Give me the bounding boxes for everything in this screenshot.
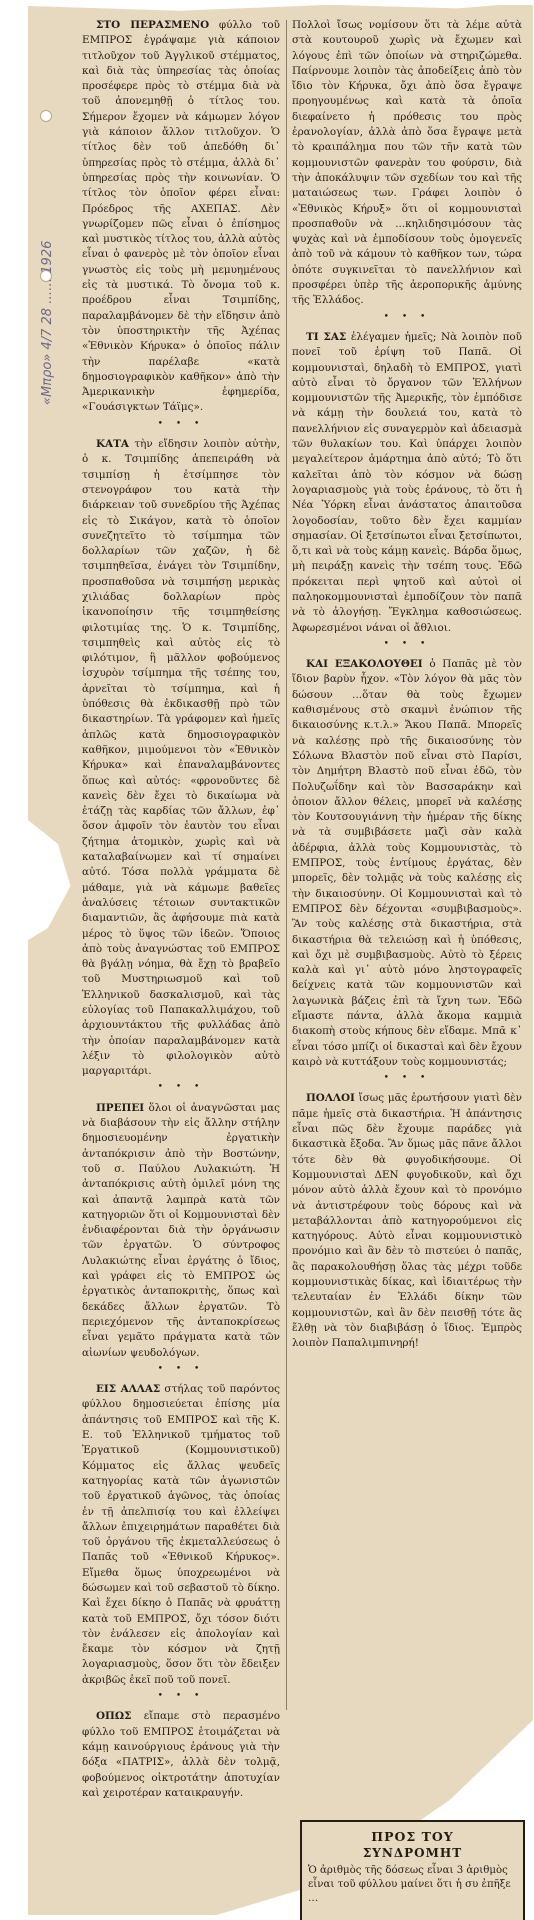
notice-title: ΠΡΟΣ ΤΟΥ (371, 1829, 454, 1844)
article-paragraph (82, 18, 280, 416)
paragraph-text: ἐλέγαμεν ἡμεῖς; Νὰ λοιπὸν ποῦ πονεῖ τοῦ ἐρίψη τοῦ Παπᾶ. Οἱ κομμουνισταὶ, δηλαδὴ τὸ ΕΜΠΡΟΣ, γιατὶ αὐτὸ εἶναι τὸ ὄργανον τῶν Ἑλλήνων κομμουνιστῶν τῆς Ἀμερικῆς, τὸν ἐμπόδισε νὰ κάμῃ τὴν δουλειά του, κατὰ τὸ πανελλήνιον εἰς συναγερμὸν καὶ ἀδειασμὰ τῶν θυλακίων του. Καὶ ὑπάρχει λοιπὸν μεγαλείτερον ἁμάρτημα ἀπὸ αὐτό; Τὸ ὅτι καλεῖται ἀπὸ τὸν κόσμον νὰ δώσῃ λογαριασμοὺς γιὰ τοὺς ἐράνους, τὸ ὅτι ἡ Νέα Ὑόρκη εἶναι ἀνάστατος ἀπαιτοῦσα λογοδοσίαν, τοῦτο δὲν ἔχει καμμίαν σημασίαν. Οἱ ξετσίπωτοι εἶναι ξετσίπωτοι, ὅ,τι καὶ νὰ τοὺς κάμῃ κανεὶς. Βάρδα ὅμως, μὴ πειράξῃ κανεὶς τὴν τσέπη τους. Ἐδῶ πρόκειται περὶ ψητοῦ καὶ αὐτοὶ οἱ παληοκομμουνισταὶ ἐμποδίζουν τὸν παπᾶ νὰ τὸ ἀλογήσῃ. Ἔγκλημα καθοσιώσεως. Ἀφωρεσμένοι νάναι οἱ ἄθλιοι. (292, 330, 522, 634)
paragraph-lead: ΤΙ ΣΑΣ (306, 330, 347, 343)
article-paragraph (82, 1382, 280, 1688)
paragraph-text: φύλλο τοῦ ΕΜΠΡΟΣ ἐγράψαμε γιὰ κάποιον τιτλοῦχον τοῦ Ἀγγλικοῦ στέμματος, καὶ διὰ τὰς ὑπηρεσίας τὰς ὁποίας προσέφερε πρὸς τὸ στέμμα διὰ νὰ τοῦ ἀπονεμηθῇ ὁ τίτλος του. Σήμερον ἔχομεν νὰ κάμωμεν λόγον γιὰ κάποιον ἄλλον τιτλοῦχον. Ὁ τίτλος δὲν τοῦ ἀπεδόθη δι᾽ ὑπηρεσίας πρὸς τὸ στέμμα, ἀλλὰ δι᾽ ὑπηρεσίας πρὸς τὴν κοινωνίαν. Ὁ τίτλος τὸν ὁποῖον φέρει εἶναι: Πρόεδρος τῆς ΑΧΕΠΑΣ. Δὲν γνωρίζομεν πῶς εἶναι ὁ ἐπίσημος καὶ μυστικὸς τίτλος του, ἀλλὰ αὐτὸς εἶναι ὁ φανερὸς μὲ τὸν ὁποῖον εἶναι γνωστὸς εἰς τοὺς μὴ μεμυημένους εἰς τὰ μυστικά. Τὸ ὄνομα τοῦ κ. προέδρου εἶναι Τσιμπίδης, παραλαμβάνομεν δὲ τὴν εἴδησιν ἀπὸ τὸν ὑποστηρικτὴν τῆς Ἀχέπας «Ἐθνικὸν Κήρυκα» ὁ ὁποῖος πάλιν τὴν παρέλαβε «κατὰ δημοσιογραφικὸν καθῆκον» ἀπὸ τὴν Ἀμερικανικὴν ἐφημερίδα, «Γουάσιγκτων Τάϊμς». (82, 19, 281, 414)
handwritten-annotation: «Μπρο» 4/7 28 …… 1926 (40, 240, 55, 405)
section-separator: • • • (157, 1363, 205, 1374)
section-separator: • • • (383, 1073, 431, 1084)
paragraph-text: στήλας τοῦ παρόντος φύλλου δημοσιεύεται ἐπίσης μία ἀπάντησις τοῦ ΕΜΠΡΟΣ καὶ τῆς Κ. Ε. τοῦ Ἑλληνικοῦ τμήματος τοῦ Ἐργατικοῦ (Κομμουνιστικοῦ) Κόμματος εἰς ἄλλας ψευδεῖς κατηγορίας κατὰ τῶν ἀγωνιστῶν τοῦ ἐργατικοῦ ἀγῶνος, τὰς ὁποίας ἐν τῇ ἀπελπισίᾳ του καὶ ἐλλείψει ἄλλων ἐπιχειρημάτων παραθέτει διὰ τοῦ ὀργάνου τῆς ἐκμεταλλεύσεως ὁ Παπᾶς τοῦ «Ἐθνικοῦ Κήρυκος». Εἴμεθα ὅμως ὑποχρεωμένοι νὰ δώσωμεν καὶ τοῦ σεβαστοῦ τὸ δίκηο. Καὶ ἔχει δίκηο ὁ Παπᾶς νὰ φρυάττῃ κατὰ τοῦ ΕΜΠΡΟΣ, ὄχι τόσον διότι τὸν ἐνάλεσεν εἰς ἀπολογίαν καὶ ἔκαμε τὸν κόσμον νὰ ζητῇ λογαριασμοὺς, ὅσον ὅτι τὸν ἔδειξεν ἀκριβῶς ἐκεῖ ποῦ τοῦ πονεῖ. (82, 1383, 280, 1686)
paragraph-lead: ΠΡΕΠΕΙ (96, 1101, 145, 1114)
section-separator: • • • (157, 1691, 205, 1702)
column-divider (286, 20, 287, 1710)
paragraph-text: Πολλοὶ ἴσως νομίσουν ὅτι τὰ λέμε αὐτὰ στὰ κουτουροῦ χωρὶς νὰ ἔχωμεν καὶ λόγους ἐπὶ τῶν ὁποίων νὰ στηριζώμεθα. Παίρνουμε λοιπὸν τὰς ἀποδείξεις ἀπὸ τὸν ἴδιο τὸν Κήρυκα, ὄχι ἀπὸ ὅσα ἔγραψε προηγουμένως καὶ κατὰ τὰ ὁποῖα διεφαίνετο ἡ πρόθεσις του πρὸς ἐρανολογίαν, ἀλλὰ ἀπὸ ὅσα ἔγραψε μετὰ τὸ κραιπάλημα που τῶν τῆν κατὰ τῶν κομμουνιστῶν φανερὰν του φούρσιν, διὰ τὴν ἀποκάλυψιν τῶν σχεδίων του καὶ τῆς ματαιώσεως των. Γράφει λοιπὸν ὁ «Ἐθνικὸς Κήρυξ» ὅτι οἱ κομμουνισταὶ προσπαθοῦν νὰ ...κηλιδησιμόσουν τὰς ψυχὰς καὶ νὰ ἐμποδίσουν τοὺς ὁμογενεῖς ἀπὸ τοῦ νὰ κάμουν τὸ καθῆκον των, τώρα ὁπότε συγκινεῖται τὸ πανελλήνιον καὶ προσφέρει ὑπὲρ τῆς ἀεροπορικῆς ἀμύνης τῆς Ἑλλάδος. (292, 19, 522, 307)
article-paragraph (292, 330, 522, 636)
section-separator: • • • (157, 418, 205, 429)
left-column (82, 18, 280, 1801)
paragraph-lead: ΣΤΟ ΠΕΡΑΣΜΕΝΟ (96, 19, 210, 31)
paragraph-lead: ΚΑΤΑ (96, 438, 129, 451)
paragraph-lead: ΟΠΩΣ (96, 1710, 132, 1723)
section-separator: • • • (383, 638, 431, 649)
notice-subtitle: ΣΥΝΔΡΟΜΗΤ (362, 1846, 463, 1860)
paragraph-lead: ΚΑΙ ΕΞΑΚΟΛΟΥΘΕΙ (306, 658, 423, 671)
section-separator: • • • (383, 311, 431, 322)
section-separator: • • • (157, 1082, 205, 1093)
paragraph-lead: ΠΟΛΛΟΙ (306, 1092, 355, 1105)
article-paragraph (82, 1101, 280, 1361)
article-paragraph (292, 18, 522, 309)
paragraph-text: ὅλοι οἱ ἀναγνῶσται μας νὰ διαβάσουν τὴν εἰς ἄλλην στήλην δημοσιευομένην ἐργατικὴν ἀνταπόκρισιν ἀπὸ τὴν Βοστώνην, τοῦ σ. Παύλου Λυλακιώτη. Ἡ ἀνταπόκρισις αὐτὴ ὁμιλεῖ μόνη της καὶ ἀπαντᾷ λαμπρὰ κατὰ τῶν κατηγοριῶν ὅτι οἱ Κομμουνισταὶ δὲν ἐνδιαφέρονται διὰ τὴν ὀργάνωσιν τῶν ἐργατῶν. Ὁ σύντροφος Λυλακιώτης εἶναι ἐργάτης ὁ ἴδιος, καὶ γράφει εἰς τὸ ΕΜΠΡΟΣ ὡς ἐργατικὸς ἀνταποκριτὴς, ὅπως καὶ δεκάδες ἄλλων ἐργατῶν. Τὸ περιεχόμενον τῆς ἀνταποκρίσεως εἶναι γεμᾶτο πράγματα κατὰ τῶν αἰωνίων ψευδολόγων. (82, 1101, 280, 1359)
subscribers-notice-box (300, 1820, 525, 1920)
article-paragraph (82, 1709, 280, 1801)
paragraph-text: εἴπαμε στὸ περασμένο φύλλο τοῦ ΕΜΠΡΟΣ ἑτοιμάζεται νὰ κάμῃ καινούργιους ἐράνους γιὰ τὴν δόξα «ΠΑΤΡΙΣ», ἀλλὰ δὲν τολμᾷ, φοβούμενος οἰκτροτάτην ἀποτυχίαν καὶ χειροτέραν καταικραυγήν. (82, 1710, 280, 1799)
paragraph-text: ἴσως μᾶς ἐρωτήσουν γιατὶ δὲν πᾶμε ἡμεῖς στὰ δικαστήρια. Ἡ ἀπάντησις εἶναι πῶς δὲν ἔχουμε παράδες γιὰ δικαστικὰ ἔξοδα. Ἂν ὅμως μᾶς πᾶνε ἄλλοι τότε δὲν θὰ φυγοδικήσουμε. Οἱ Κομμουνισταὶ ΔΕΝ φυγοδικοῦν, καὶ ὄχι μόνον αὐτὸ ἀλλὰ ἔχουν καὶ τὸ προνόμιο νὰ ἀντιστρέφουν τοὺς δόρους καὶ νὰ μεταβάλλονται ἀπὸ κατηγορούμενοι εἰς κατηγόρους. Αὐτὸ εἶναι κομμουνιστικὸ προνόμιο καὶ ἂν δὲν τὸ πιστεύει ὁ παπᾶς, ἂς παρακολουθήσῃ ὅλας τὰς μέχρι τοῦδε κομμουνιστικὰς δίκας, καὶ ἰδιαιτέρως τὴν τελευταίαν ἐν Ἑλλάδι δίκην τῶν κομμουνιστῶν, καὶ ἂν δὲν πεισθῇ τότε ἂς ἔλθῃ νὰ τὸν διαβιβάσῃ ὁ ἴδιος. Ἐμπρὸς λοιπὸν Παπαλιμπινηρή! (292, 1092, 522, 1350)
article-paragraph (292, 657, 522, 1070)
right-column (292, 18, 522, 1352)
paragraph-lead: ΕΙΣ ΑΛΛΑΣ (96, 1383, 161, 1396)
paragraph-text: ὁ Παπᾶς μὲ τὸν ἴδιον βαρὺν ἦχον. «Τὸν λόγον θὰ μᾶς τὸν δώσουν ...ὅταν θὰ τοὺς ἔχωμεν καθισμένους στὸ σκαμνὶ ἐνώπιον τῆς δικαιοσύνης κ.τ.λ.» Ἄκου Παπᾶ. Μπορεῖς νὰ καλέσῃς πρὸ τῆς δικαιοσύνης τὸν Σόλωνα Βλαστὸν ποῦ εἶναι στὸ Παρίσι, τὸν Δημήτρη Βλαστὸ ποῦ εἶναι ἐδῶ, τὸν Πολυζωΐδην καὶ τὸν Βασσαράκην καὶ ὁποιον ἄλλον θέλεις, μπορεῖ νὰ καλέσῃς τὸν Κουτσουγιάννη τὴν ἡμέραν τῆς δίκης νὰ τὰ συμβιβάσετε μαζὶ σὰν καλὰ ἀδέρφια, ἀλλὰ τοὺς Κομμουνιστὰς, τὸ ΕΜΠΡΟΣ, τοὺς ἐντίμους ἐργάτας, δὲν μπορεῖς, δὲν τολμᾷς νὰ τοὺς καλέσῃς εἰς τὴν δικαιοσύνην. Οἱ Κομμουνισταὶ καὶ τὸ ΕΜΠΡΟΣ δὲν δέχονται «συμβιβασμοὺς». Ἂν τοὺς καλέσῃς στὰ δικαστήρια, στὰ δικαστήρια θὰ τελειώσῃ καὶ ἡ ὑπόθεσις, καὶ ὄχι μὲ συμβιβασμοὺς. Αὐτὸ τὸ ξέρεις καλὰ καὶ γι᾽ αὐτὸ μόνο ληστογραφεῖς δείχνεις κατὰ τῶν κομμουνιστῶν καὶ λαγωνικὰ βάζεις ἐπὶ τὰ ἴχνη των. Ἐδῶ εἴμαστε πάντα, ἀλλὰ ἄκομα καμμιὰ διακοπὴ στοὺς κήπους δὲν εἴδαμε. Μπᾶ κ᾽ εἶναι τόσο μπίζι οἱ δικασταὶ καὶ δὲν ἔχουν καιρὸ νὰ κυττάξουν τοὺς κομμουνιστάς; (292, 658, 522, 1068)
article-paragraph (292, 1091, 522, 1351)
notice-text: Ὁ ἀριθμὸς τῆς δόσεως εἶναι 3 ἀριθμὸς εἶναι τοῦ φύλλου μαίνει ὅτι ἡ συ ἐπῆξε … (308, 1865, 511, 1904)
punch-hole (40, 110, 52, 122)
paragraph-text: τὴν εἴδησιν λοιπὸν αὐτὴν, ὁ κ. Τσιμπίδης ἀπεπειράθη νὰ τσιμπίσῃ ἡ ἐτσίμπησε τὸν στενογράφον του κατὰ τὴν διάρκειαν τοῦ συνεδρίου τῆς Ἀχέπας εἰς τὸ Σικάγον, κατὰ τὸ ὁποῖον συνεζητεῖτο τὸ τσίμπημα τῶν δολλαρίων τῶν χαζῶν, ἡ δὲ τσιμπηθεῖσα, ἐνάγει τὸν Τσιμπίδην, προσπαθοῦσα νὰ τσιμπήσῃ μερικὰς χιλιάδας δολλαρίων πρὸς ἱκανοποίησιν τῆς τσιμπηθείσης φιλοτιμίας της. Ὁ κ. Τσιμπίδης, τσιμπηθεὶς καὶ αὐτὸς εἰς τὸ φιλότιμον, ἢ μᾶλλον φοβούμενος ἰσχυρὸν τσίμπημα τῆς τσέπης του, ἀρνεῖται τὸ τσίμπημα, καὶ ἡ ὑπόθεσις θὰ ἐκδικασθῇ πρὸ τῶν δικαστηρίων. Τὰ γράφομεν καὶ ἡμεῖς ἁπλῶς κατὰ δημοσιογραφικὸν καθῆκον, μιμούμενοι τὸν «Ἐθνικὸν Κήρυκα» καὶ ἐπαναλαμβάνοντες ὅπως καὶ αὐτός: «φρονοῦντες δὲ κανεὶς δὲν ἔχει τὸ δικαίωμα νὰ ἐτάζῃ τὰς καρδίας τῶν ἄλλων, ἐφ᾽ ὅσον ἀμφοῖν τὸν ἑαυτὸν του εἶναι ζήτημα ἀτομικὸν, χωρὶς καὶ νὰ καταλαβαίνωμεν καὶ τί σημαίνει αὐτό. Τόσα πολλὰ γράμματα δὲ μάθαμε, γιὰ νὰ κάμωμε βαθεῖες ἀναλύσεις τέτοιων συντακτικῶν διαμαντιῶν, ἂς ἀφήσουμε πιὰ κατὰ μέρος τὸ ὕψος τῶν ἰδεῶν. Ὅποιος ἀπὸ τοὺς ἀναγνώστας τοῦ ΕΜΠΡΟΣ θὰ βγάλῃ νόημα, θὰ ἔχῃ τὸ βραβεῖο τοῦ Μυστηριωσμοῦ καὶ τοῦ Ἑλληνικοῦ δασκαλισμοῦ, καὶ τὰς εὐλογίας τοῦ Παπακαλλιμάχου, τοῦ ἀρχιουντάκτου τῆς φυλλάδας ἀπὸ τὴν ὁποίαν παραλαμβάνομεν κατὰ λέξιν τὸ φιλολογικὸν αὐτὸ μαργαριτάρι. (82, 438, 280, 1078)
article-paragraph (82, 437, 280, 1079)
